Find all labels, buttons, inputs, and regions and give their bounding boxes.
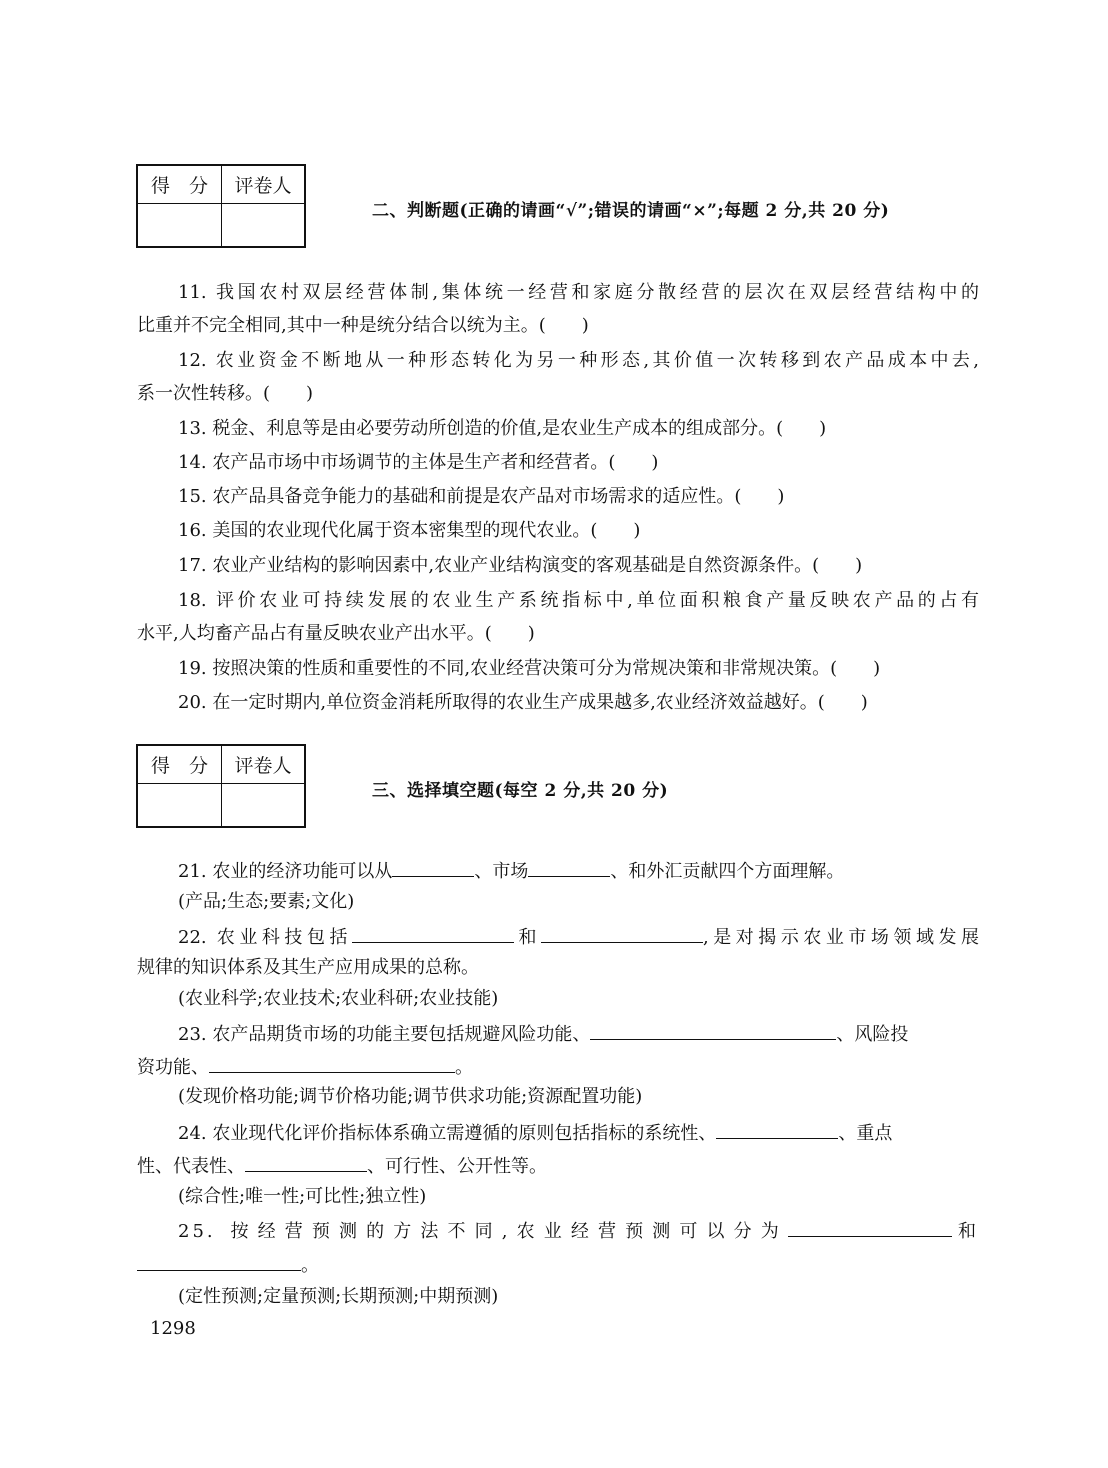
q19: 19. 按照决策的性质和重要性的不同,农业经营决策可分为常规决策和非常规决策。( ) [178, 658, 881, 679]
q23-line1 [178, 1019, 908, 1048]
q14: 14. 农产品市场中市场调节的主体是生产者和经营者。( ) [178, 452, 659, 473]
score-box-section3 [136, 744, 306, 828]
q25-blank-2[interactable] [137, 1250, 301, 1271]
page-number: 1298 [150, 1318, 196, 1339]
q23-blank-2[interactable] [209, 1052, 455, 1073]
q23-blank-1[interactable] [590, 1019, 836, 1040]
q24-text-a: 24. 农业现代化评价指标体系确立需遵循的原则包括指标的系统性、 [178, 1123, 717, 1144]
q17: 17. 农业产业结构的影响因素中,农业产业结构演变的客观基础是自然资源条件。( ) [178, 555, 863, 576]
q24-blank-2[interactable] [245, 1151, 367, 1172]
q24-text-d: 、可行性、公开性等。 [367, 1156, 547, 1177]
q22-blank-1[interactable] [352, 922, 514, 943]
q24-line1 [178, 1118, 892, 1147]
score-label: 得 分 [138, 166, 222, 204]
q23-options: (发现价格功能;调节价格功能;调节供求功能;资源配置功能) [178, 1086, 643, 1107]
q25-text-b: 和 [951, 1221, 980, 1242]
q11-line2: 比重并不完全相同,其中一种是统分结合以统为主。( ) [137, 315, 589, 336]
q16: 16. 美国的农业现代化属于资本密集型的现代农业。( ) [178, 520, 641, 541]
q24-options: (综合性;唯一性;可比性;独立性) [178, 1186, 427, 1207]
q25-line2 [137, 1250, 319, 1279]
q13: 13. 税金、利息等是由必要劳动所创造的价值,是农业生产成本的组成部分。( ) [178, 418, 827, 439]
q15: 15. 农产品具备竞争能力的基础和前提是农产品对市场需求的适应性。( ) [178, 486, 785, 507]
q21 [178, 856, 844, 885]
q23-text-a: 23. 农产品期货市场的功能主要包括规避风险功能、 [178, 1024, 591, 1045]
grader-cell [222, 204, 304, 246]
q22-text-c: ,是对揭示农业市场领域发展 [703, 927, 979, 948]
grader-label: 评卷人 [222, 746, 304, 784]
q25-options: (定性预测;定量预测;长期预测;中期预测) [178, 1286, 499, 1307]
q12-line1: 12. 农业资金不断地从一种形态转化为另一种形态,其价值一次转移到农产品成本中去, [178, 350, 979, 371]
score-box-section2 [136, 164, 306, 248]
section3-title: 三、选择填空题(每空 2 分,共 20 分) [372, 781, 669, 801]
q24-text-c: 性、代表性、 [137, 1156, 245, 1177]
score-cell [138, 784, 222, 826]
q21-blank-1[interactable] [392, 856, 474, 877]
score-label: 得 分 [138, 746, 222, 784]
section2-title: 二、判断题(正确的请画“√”;错误的请画“×”;每题 2 分,共 20 分) [372, 201, 890, 221]
q21-text-c: 、和外汇贡献四个方面理解。 [610, 861, 845, 882]
q12-line2: 系一次性转移。( ) [137, 383, 314, 404]
q18-line2: 水平,人均畜产品占有量反映农业产出水平。( ) [137, 623, 535, 644]
q25-text-d: 。 [301, 1255, 319, 1276]
grader-cell [222, 784, 304, 826]
q25-line1 [178, 1216, 979, 1245]
q21-options: (产品;生态;要素;文化) [178, 891, 355, 912]
q22-line1 [178, 922, 979, 951]
q24-text-b: 、重点 [838, 1123, 893, 1144]
q21-text-a: 21. 农业的经济功能可以从 [178, 861, 393, 882]
q23-text-c: 资功能、 [137, 1057, 209, 1078]
q24-line2 [137, 1151, 547, 1180]
q22-line2: 规律的知识体系及其生产应用成果的总称。 [137, 957, 479, 978]
q20: 20. 在一定时期内,单位资金消耗所取得的农业生产成果越多,农业经济效益越好。( ) [178, 692, 868, 713]
q18-line1: 18. 评价农业可持续发展的农业生产系统指标中,单位面积粮食产量反映农产品的占有 [178, 590, 979, 611]
q11-line1: 11. 我国农村双层经营体制,集体统一经营和家庭分散经营的层次在双层经营结构中的 [178, 282, 979, 303]
score-cell [138, 204, 222, 246]
q25-text-a: 25. 按经营预测的方法不同,农业经营预测可以分为 [178, 1221, 788, 1242]
q23-line2 [137, 1052, 473, 1081]
q24-blank-1[interactable] [716, 1118, 838, 1139]
grader-label: 评卷人 [222, 166, 304, 204]
q22-text-b: 和 [513, 927, 542, 948]
q21-blank-2[interactable] [528, 856, 610, 877]
q23-text-b: 、风险投 [836, 1024, 909, 1045]
q25-blank-1[interactable] [788, 1216, 952, 1237]
q21-text-b: 、市场 [474, 861, 529, 882]
q23-text-d: 。 [455, 1057, 473, 1078]
q22-text-a: 22. 农业科技包括 [178, 927, 352, 948]
q22-options: (农业科学;农业技术;农业科研;农业技能) [178, 988, 499, 1009]
q22-blank-2[interactable] [541, 922, 703, 943]
